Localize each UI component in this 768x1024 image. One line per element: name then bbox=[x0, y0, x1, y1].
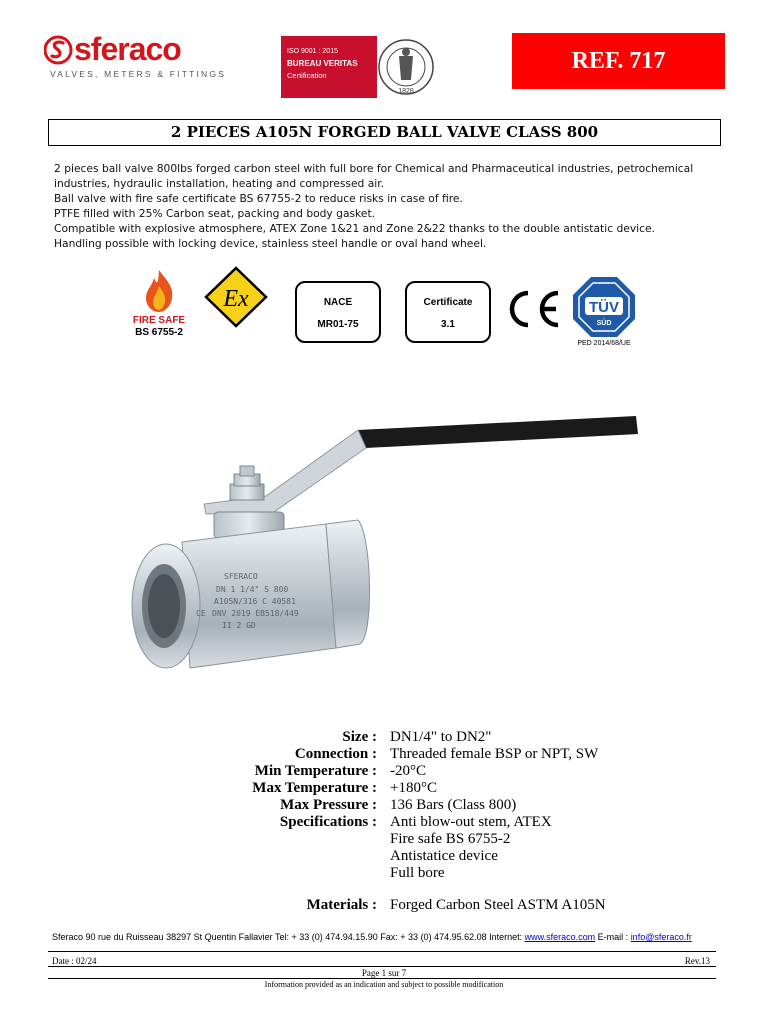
spec-label: Max Pressure : bbox=[280, 797, 377, 813]
spec-label: Materials : bbox=[306, 897, 377, 913]
disclaimer: Information provided as an indication and subject to possible modification bbox=[264, 980, 504, 989]
spec-label: Specifications : bbox=[279, 814, 377, 830]
spec-row-specifications-3 bbox=[200, 848, 720, 865]
product-description bbox=[54, 161, 714, 251]
spec-row-specifications-2 bbox=[200, 831, 720, 848]
fire-safe-label: FIRE SAFE bbox=[132, 315, 186, 326]
page-number: Page 1 sur 7 bbox=[361, 968, 407, 978]
ex-hexagon-icon bbox=[204, 266, 268, 328]
certificate-number: 3.1 bbox=[441, 319, 455, 330]
tuv-sud-badge bbox=[571, 275, 637, 339]
spec-label: Connection : bbox=[294, 746, 377, 762]
seal-icon bbox=[377, 36, 435, 98]
brand-name: sferaco bbox=[74, 31, 181, 67]
marking-line3: A105N/316 C 40581 bbox=[214, 597, 296, 606]
spec-label: Size : bbox=[342, 729, 377, 745]
document-revision: Rev.13 bbox=[684, 956, 710, 966]
fire-safe-badge bbox=[128, 268, 190, 342]
nace-standard: MR01-75 bbox=[317, 319, 359, 330]
tuv-octagon-icon bbox=[571, 275, 637, 339]
marking-line1: SFERACO bbox=[224, 572, 258, 581]
sferaco-logo bbox=[44, 31, 227, 82]
marking-line5: II 2 GD bbox=[222, 621, 256, 630]
spec-value: Forged Carbon Steel ASTM A105N bbox=[390, 897, 606, 913]
spec-value: DN1/4" to DN2" bbox=[390, 729, 492, 745]
spec-value: -20°C bbox=[390, 763, 426, 779]
bv-cert-label: Certification bbox=[287, 71, 327, 80]
spec-value: Antistatice device bbox=[390, 848, 498, 864]
spec-row-max-pressure bbox=[200, 797, 720, 814]
email-link[interactable]: info@sferaco.fr bbox=[630, 932, 692, 942]
spec-row-size bbox=[200, 729, 720, 746]
tuv-label: TÜV bbox=[589, 299, 619, 316]
footer-divider bbox=[48, 966, 716, 967]
spec-value: Full bore bbox=[390, 865, 445, 881]
spec-label: Max Temperature : bbox=[252, 780, 377, 796]
fire-safe-standard: BS 6755-2 bbox=[135, 327, 183, 338]
spec-value: Fire safe BS 6755-2 bbox=[390, 831, 511, 847]
email-label: E-mail : bbox=[595, 932, 631, 942]
tuv-sud-label: SÜD bbox=[596, 320, 612, 327]
nace-label: NACE bbox=[323, 297, 353, 308]
certificate-badge bbox=[405, 281, 491, 343]
ball-valve-illustration bbox=[126, 396, 642, 674]
spec-row-materials bbox=[200, 897, 720, 914]
footer-address bbox=[52, 932, 732, 942]
ce-icon bbox=[503, 285, 563, 333]
spec-row-min-temperature bbox=[200, 763, 720, 780]
spec-value: Threaded female BSP or NPT, SW bbox=[390, 746, 599, 762]
spec-row-specifications bbox=[200, 814, 720, 831]
footer-divider bbox=[48, 951, 716, 952]
page-title: 2 PIECES A105N FORGED BALL VALVE CLASS 800 bbox=[48, 119, 721, 146]
nace-badge bbox=[295, 281, 381, 343]
description-line: 2 pieces ball valve 800lbs forged carbon steel with full bore for Chemical and Pharmaceutical industries, petrochemical bbox=[54, 162, 694, 175]
description-line: PTFE filled with 25% Carbon seat, packing and body gasket. bbox=[54, 207, 376, 220]
spec-row-max-temperature bbox=[200, 780, 720, 797]
bureau-veritas-seal bbox=[377, 36, 435, 98]
spec-value: Anti blow-out stem, ATEX bbox=[390, 814, 552, 830]
description-line: Handling possible with locking device, stainless steel handle or oval hand wheel. bbox=[54, 237, 487, 250]
description-line: industries, hydraulic installation, heating and compressed air. bbox=[54, 177, 385, 190]
marking-line2: DN 1 1/4" S 800 bbox=[216, 585, 289, 594]
reference-number: REF. 717 bbox=[512, 33, 725, 89]
ex-symbol: Ex bbox=[223, 286, 249, 312]
spec-row-connection bbox=[200, 746, 720, 763]
ball-valve-image bbox=[126, 396, 642, 674]
flame-icon bbox=[128, 268, 190, 314]
spec-value: 136 Bars (Class 800) bbox=[390, 797, 517, 813]
spec-label: Min Temperature : bbox=[254, 763, 377, 779]
iso-label: ISO 9001 : 2015 bbox=[287, 48, 338, 55]
brand-tagline: VALVES, METERS & FITTINGS bbox=[50, 69, 227, 79]
footer-divider bbox=[48, 978, 716, 979]
website-link[interactable]: www.sferaco.com bbox=[524, 932, 596, 942]
marking-ce: CE bbox=[196, 609, 206, 618]
bv-name: BUREAU VERITAS bbox=[287, 59, 358, 68]
ce-mark bbox=[503, 285, 563, 333]
ped-label: PED 2014/68/UE bbox=[577, 340, 631, 347]
document-date: Date : 02/24 bbox=[52, 956, 97, 966]
spec-row-specifications-4 bbox=[200, 865, 720, 882]
description-line: Compatible with explosive atmosphere, ATEX Zone 1&21 and Zone 2&22 thanks to the double antistatic device. bbox=[54, 222, 655, 235]
certificate-label: Certificate bbox=[423, 297, 473, 308]
spec-value: +180°C bbox=[390, 780, 437, 796]
bureau-veritas-certification bbox=[281, 36, 435, 98]
atex-ex-badge bbox=[204, 266, 268, 328]
seal-year: 1828 bbox=[398, 88, 414, 95]
sferaco-logo-icon bbox=[44, 34, 74, 66]
description-line: Ball valve with fire safe certificate BS 67755-2 to reduce risks in case of fire. bbox=[54, 192, 463, 205]
marking-line4: DNV 2019 EB518/449 bbox=[212, 609, 299, 618]
address-text: Sferaco 90 rue du Ruisseau 38297 St Quentin Fallavier Tel: + 33 (0) 474.94.15.90 Fax: + 33 (0) 474.95.62.08 Internet: bbox=[52, 932, 525, 942]
